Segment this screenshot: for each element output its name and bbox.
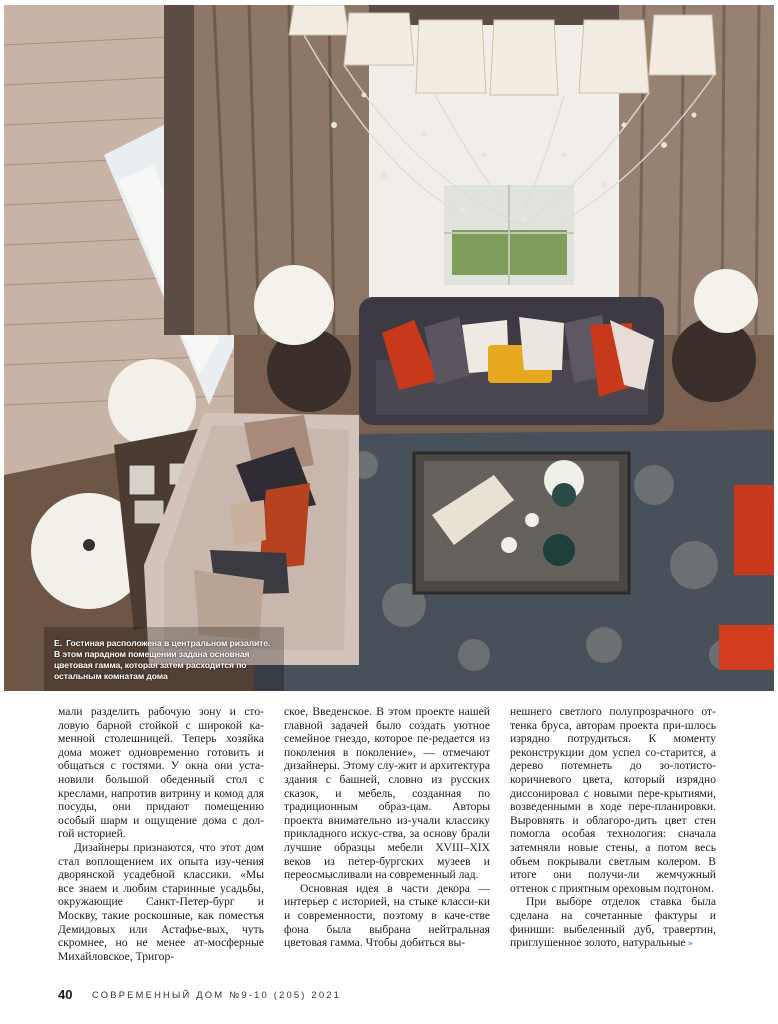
article-column-1: [58, 705, 264, 963]
paragraph: ское, Введенское. В этом проекте нашей главной задачей было создать уютное семейное гнездо, которое пе-редается из поколения в поколение», — отмечают дизайнеры. Этому слу-жит и архитектура здания с башней, словно из русских сказок, и мебель, созданная по традиционным образ-цам. Авторы проекта внимательно из-учали классику прикладного искус-ства, за основу брали лучшие образцы мебели XVIII–XIX веков из петер-бургских музеев и переосмысливали на современный лад.: [284, 705, 490, 882]
photo-caption: [54, 638, 276, 682]
paragraph: нешнего светлого полупрозрачного от-тенка бруса, авторам проекта при-шлось изрядно потрудиться. К моменту реконструкции дом успел со-старится, а дерево потемнеть до зо-лотисто-коричневого цвета, который изрядно диссонировал с новыми пере-крытиями, возведенными в ходе пере-планировки. Выровнять и облагоро-дить цвет стен помогла особая технология: сначала затемняли новые стены, а потом весь объем покрывали светлым колером. В итоге они получи-ли жемчужный оттенок с приятным ореховым подтоном.: [510, 705, 716, 895]
page-number: 40: [58, 987, 73, 1002]
paragraph: Дизайнеры признаются, что этот дом стал воплощением их опыта изу-чения дворянской усадебной классики. «Мы все знаем и любим старинные усадьбы, окружающие Санкт-Петер-бург и Москву, такие роскошные, как поместья Демидовых или Астафье-вых, чуть скромнее, но не менее ат-мосферные Михайловское, Тригор-: [58, 840, 264, 963]
article-column-3: [510, 705, 716, 952]
magazine-issue: СОВРЕМЕННЫЙ ДОМ №9-10 (205) 2021: [92, 989, 342, 1000]
caption-mark: Е.: [54, 638, 62, 648]
paragraph: [510, 895, 716, 951]
caption-text: Гостиная расположена в центральном ризалите. В этом парадном помещении задана основная цветовая гамма, которая затем расходится по остальным комнатам дома: [54, 638, 271, 681]
paragraph: Основная идея в части декора — интерьер с историей, на стыке класси-ки и современности, поэтому в каче-стве фона была выбрана нейтральная цветовая гамма. Чтобы добиться вы-: [284, 881, 490, 950]
living-room-photo: [4, 5, 774, 691]
paragraph-text: При выборе отделок ставка была сделана на сочетанные фактуры и финиши: выбеленный дуб, травертин, приглушенное золото, натуральные: [510, 895, 716, 950]
page-footer: [58, 987, 758, 1005]
paragraph: мали разделить рабочую зону и сто-ловую барной стойкой с широкой ка-менной столешницей. Теперь хозяйка дома может одновременно готовить и общаться с гостями. У окна они уста-новили большой обеденный стол с креслами, напротив витрину и комод для посуды, они придают помещению особый шарм и ощущение дома с дол-гой историей.: [58, 705, 264, 841]
article-column-2: [284, 705, 490, 950]
continue-arrow-icon: »: [687, 939, 694, 950]
